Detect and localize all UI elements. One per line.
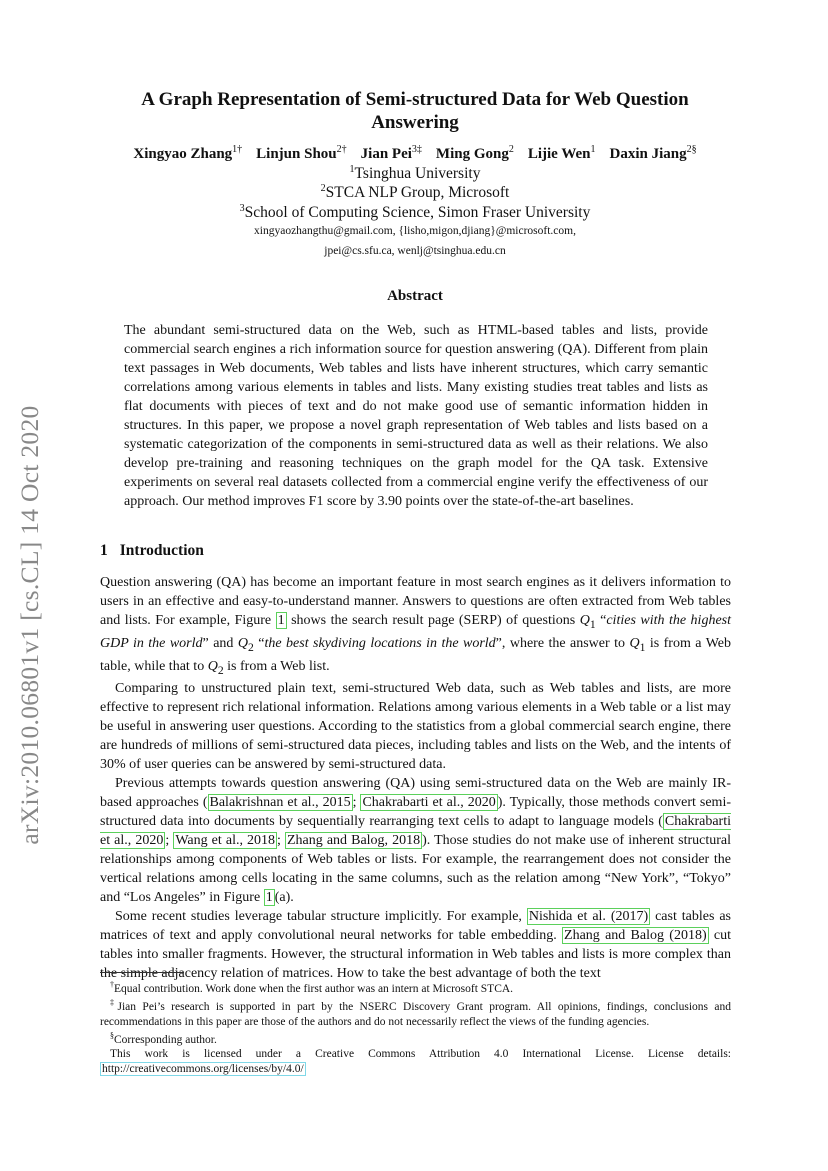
arxiv-identifier-text: arXiv:2010.06801v1 [cs.CL] 14 Oct 2020 [15, 405, 44, 845]
abstract-text: The abundant semi-structured data on the Web, such as HTML-based tables and lists, provide commercial search engines a rich information source for question answering (QA). Different from plain text passages in Web documents, Web tables and lists have inherent structures, which carry semantic correlations among various elements in tables and lists. Many existing studies treat tables and lists as flat documents with pieces of text and do not make good use of semantic information hidden in structures. In this paper, we propose a novel graph representation of Web tables and lists based on a systematic categorization of the components in semi-structured data as well as their relations. We also develop pre-training and reasoning techniques on the graph model for the QA task. Extensive experiments on several real datasets collected from a commercial engine verify the effectiveness of our approach. Our method improves F1 score by 3.90 points over the state-of-the-art baselines. [124, 323, 708, 509]
citation-link[interactable]: Balakrishnan et al., 2015 [209, 795, 351, 811]
email-line: jpei@cs.sfu.ca, wenlj@tsinghua.edu.cn [324, 245, 506, 257]
paper-title: A Graph Representation of Semi-structured Data for Web Question Answering [141, 89, 689, 133]
footnote: ‡Jian Pei’s research is supported in part by the NSERC Discovery Grant program. All opinions, findings, conclusions and recommendations in this paper are those of the authors and do not necessarily reflect the views of the funding agencies. [100, 998, 731, 1028]
citation-link[interactable]: Chakrabarti et al., 2020 [362, 795, 496, 811]
footnote-rule [100, 972, 184, 973]
footnotes [100, 978, 731, 1076]
paragraph: Some recent studies leverage tabular structure implicitly. For example, Nishida et al. (2017) cast tables as matrices of text and apply convolutional neural networks for table embedding. Zhang and Balog (2018) cut tables into smaller fragments. However, the structural information in Web tables and lists is more complex than the simple adjacency relation of matrices. How to take the best advantage of both the text [100, 909, 731, 982]
figure-reference[interactable]: 1 [265, 890, 273, 906]
affiliation: $^3$School of Computing Science, Simon Fraser University [239, 203, 591, 222]
citation-link[interactable]: Zhang and Balog, 2018 [287, 833, 421, 849]
citation-link[interactable]: Nishida et al. (2017) [528, 909, 649, 925]
section-heading: 1 Introduction [100, 542, 204, 559]
citation-link[interactable]: Zhang and Balog (2018) [564, 928, 707, 944]
footnote: §Corresponding author. [110, 1031, 217, 1046]
section-body [100, 573, 731, 983]
figure-reference[interactable]: 1 [277, 613, 285, 628]
footnote: †Equal contribution. Work done when the first author was an intern at Microsoft STCA. [110, 980, 514, 995]
author: Jian Pei$^{3\ddagger}$ [360, 144, 422, 162]
author: Ming Gong$^2$ [435, 144, 514, 162]
author: Linjun Shou$^{2\dagger}$ [256, 144, 347, 162]
paragraph: Question answering (QA) has become an important feature in most search engines as it delivers information to users in an effective and easy-to-understand manner. Answers to questions are often extracted from Web tables and lists. For example, Figure 1 shows the search result page (SERP) of questions $Q_1$ “cities with the highest GDP in the world” and $Q_2$ “the best skydiving locations in the world”, where the answer to $Q_1$ is from a Web table, while that to $Q_2$ is from a Web list. [100, 575, 731, 677]
author: Lijie Wen$^1$ [527, 144, 596, 162]
email-line: xingyaozhangthu@gmail.com, {lisho,migon,djiang}@microsoft.com, [254, 225, 576, 237]
citation-link[interactable]: Chakrabarti et al., 2020 [100, 814, 731, 849]
author-list [90, 144, 740, 163]
license-note: This work is licensed under a Creative Commons Attribution 4.0 International License. License details: http://creativecommons.org/licenses/by/4.0/ [102, 1048, 731, 1075]
license-link[interactable]: http://creativecommons.org/licenses/by/4.0/ [102, 1062, 304, 1075]
paragraph: Previous attempts towards question answering (QA) using semi-structured data on the Web are mainly IR-based approaches ( Balakrishnan et al., 2015 ; Chakrabarti et al., 2020 ). Typically, those methods convert semi-structured data into documents by sequentially rearranging text cells to adapt to language models ( Chakrabarti et al., 2020 ; Wang et al., 2018 ; Zhang and Balog, 2018 ). Those studies do not make use of inherent structural relationships among components of Web tables or lists. For example, the rearrangement does not consider the vertical relations among cells locating in the same columns, such as the relation among “New York”, “Tokyo” and “Los Angeles” in Figure 1 (a). [100, 776, 732, 906]
author: Xingyao Zhang$^{1\dagger}$ [133, 144, 243, 162]
arxiv-identifier [10, 365, 50, 885]
citation-link[interactable]: Wang et al., 2018 [175, 833, 276, 849]
affiliation: $^1$Tsinghua University [349, 164, 481, 183]
paragraph: Comparing to unstructured plain text, semi-structured Web data, such as Web tables and lists, are more effective to represent rich relational information. Relations among various elements in a Web table or a list may be useful in answering user questions. According to the statistics from a global commercial search engine, there are hundreds of millions of semi-structured data pieces, including tables and lists on the Web, and the intents of 30% of user queries can be answered by semi-structured data. [100, 681, 731, 773]
author: Daxin Jiang$^{2\S}$ [609, 144, 697, 162]
abstract-heading: Abstract [387, 288, 443, 304]
affiliation: $^2$STCA NLP Group, Microsoft [320, 183, 510, 202]
